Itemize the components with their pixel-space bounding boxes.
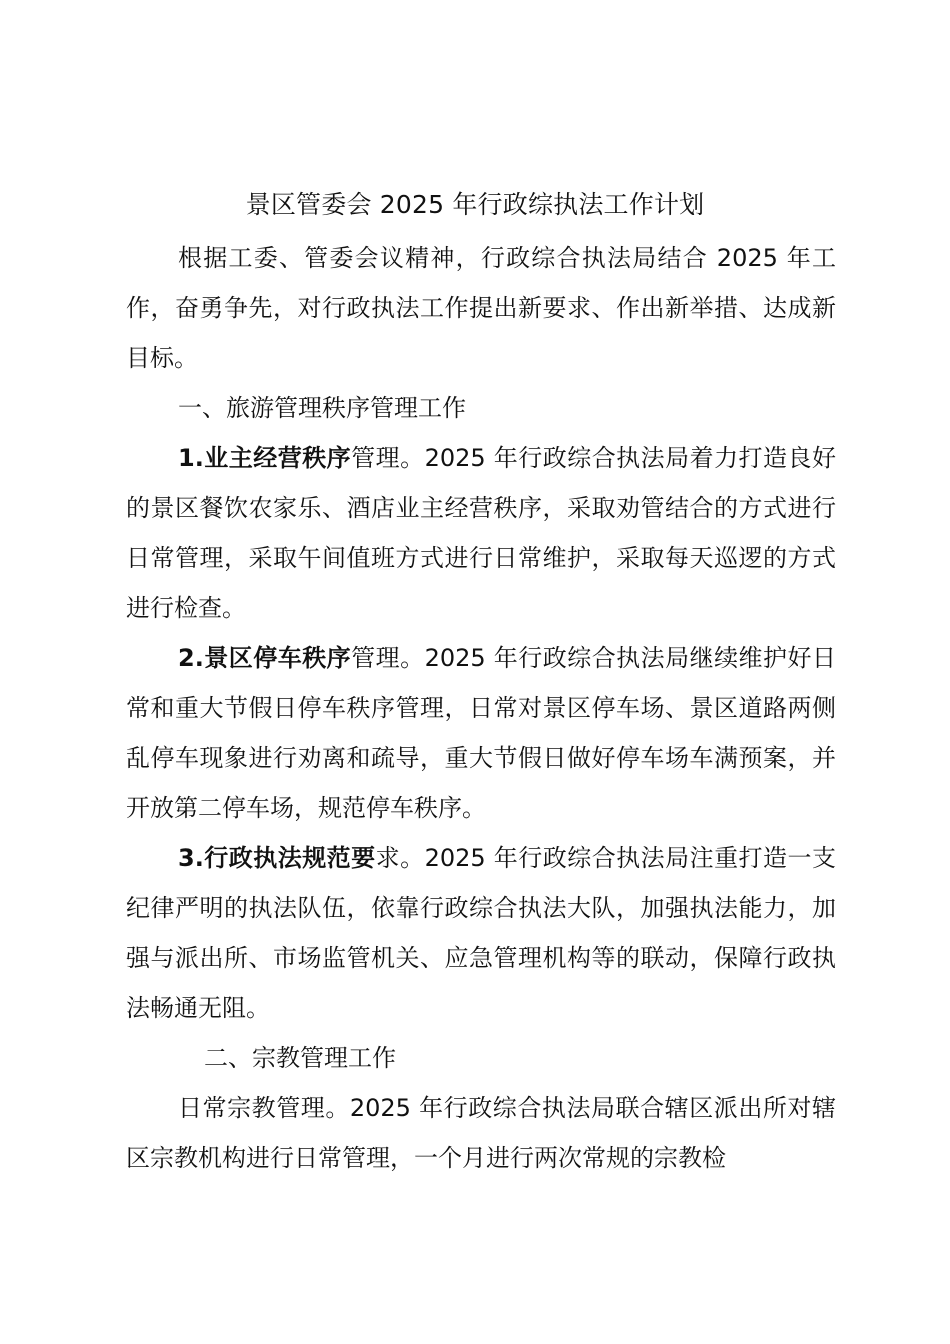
item-paragraph-parking-order — [126, 633, 836, 833]
item-text: 求。2025 年行政综合执法局注重打造一支纪律严明的执法队伍，依靠行政综合执法大队，加强执法能力，加强与派出所、市场监管机关、应急管理机构等的联动，保障行政执法畅通无阻。 — [126, 844, 836, 1022]
item-text: 管理。2025 年行政综合执法局继续维护好日常和重大节假日停车秩序管理，日常对景区停车场、景区道路两侧乱停车现象进行劝离和疏导，重大节假日做好停车场车满预案，并开放第二停车场，规范停车秩序。 — [126, 644, 836, 822]
document-title: 景区管委会 2025 年行政综执法工作计划 — [245, 190, 705, 219]
section-heading-religion: 二、宗教管理工作 — [204, 1044, 396, 1072]
item-paragraph-enforcement-standards — [126, 833, 836, 1033]
item-paragraph-business-order — [126, 433, 836, 633]
item-text: 管理。2025 年行政综合执法局着力打造良好的景区餐饮农家乐、酒店业主经营秩序，采取劝管结合的方式进行日常管理，采取午间值班方式进行日常维护，采取每天巡逻的方式进行检查。 — [126, 444, 836, 622]
document-body — [126, 233, 836, 1183]
section-heading-tourism: 一、旅游管理秩序管理工作 — [178, 394, 466, 422]
item-lead: 3.行政执法规范要 — [178, 844, 376, 872]
item-lead: 1.业主经营秩序 — [178, 444, 352, 472]
religion-paragraph: 日常宗教管理。2025 年行政综合执法局联合辖区派出所对辖区宗教机构进行日常管理，一个月进行两次常规的宗教检 — [126, 1094, 836, 1172]
intro-paragraph: 根据工委、管委会议精神，行政综合执法局结合 2025 年工作，奋勇争先，对行政执法工作提出新要求、作出新举措、达成新目标。 — [126, 244, 836, 372]
item-lead: 2.景区停车秩序 — [178, 644, 352, 672]
